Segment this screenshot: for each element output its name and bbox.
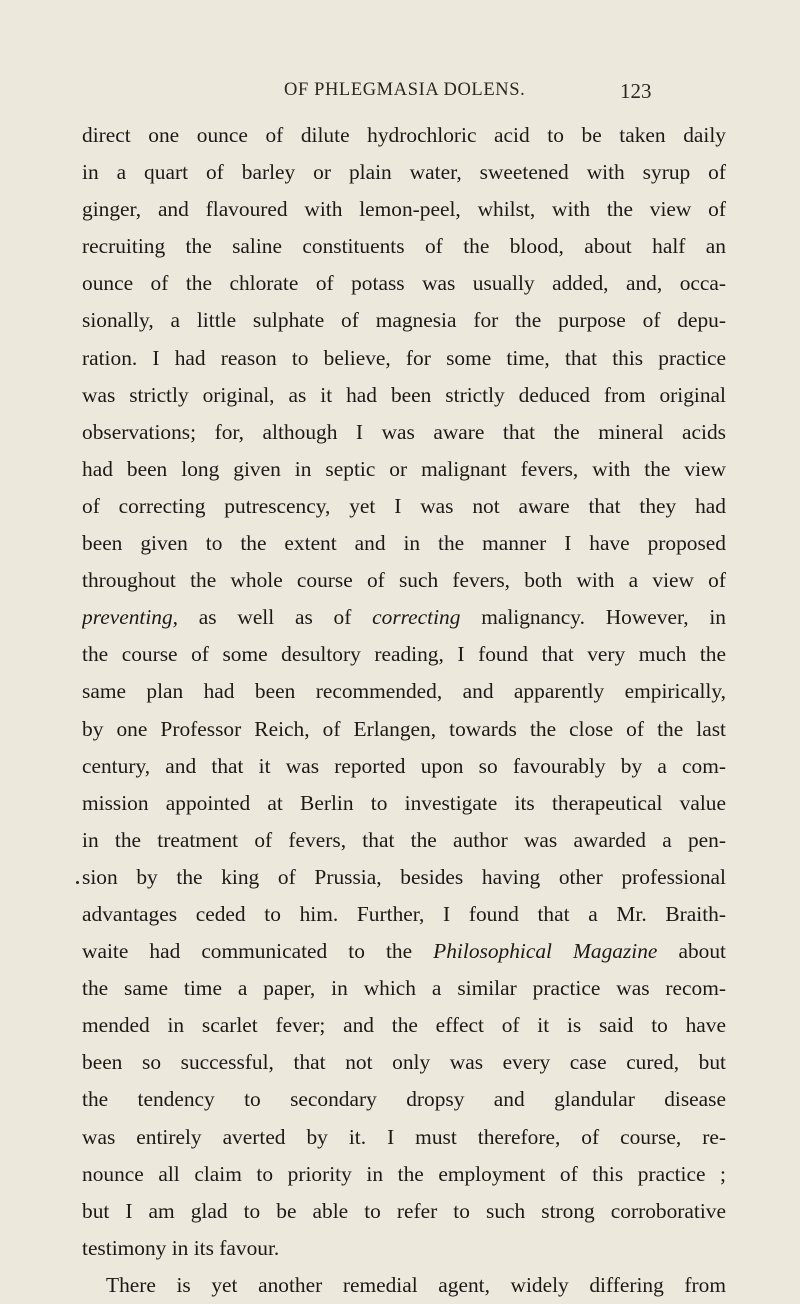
text-line: sion by the king of Prussia, besides having other professional xyxy=(82,864,726,889)
page-number: 123 xyxy=(620,79,652,103)
running-header xyxy=(0,80,800,110)
text-line-italic-title xyxy=(82,933,726,970)
text-line: advantages ceded to him. Further, I found that a Mr. Braith- xyxy=(82,901,726,926)
text-line: ration. I had reason to believe, for some time, that this practice xyxy=(82,345,726,370)
body-text xyxy=(82,117,726,1304)
text-line: ounce of the chlorate of potass was usually added, and, occa- xyxy=(82,271,726,296)
text-line: mission appointed at Berlin to investigate its therapeutical value xyxy=(82,790,726,815)
text-line: been so successful, that not only was every case cured, but xyxy=(82,1050,726,1075)
line-segment: about xyxy=(657,939,726,964)
text-line: by one Professor Reich, of Erlangen, towards the close of the last xyxy=(82,716,726,741)
paragraph-end-line: testimony in its favour. xyxy=(82,1235,280,1260)
text-line: in the treatment of fevers, that the author was awarded a pen- xyxy=(82,827,726,852)
italic-title-philosophical-magazine: Philosophical Magazine xyxy=(433,939,658,964)
text-line: sionally, a little sulphate of magnesia for the purpose of depu- xyxy=(82,308,726,333)
text-line: of correcting putrescency, yet I was not aware that they had xyxy=(82,493,726,518)
text-line: in a quart of barley or plain water, sweetened with syrup of xyxy=(82,160,726,185)
margin-speck xyxy=(76,881,79,884)
text-line: nounce all claim to priority in the employment of this practice ; xyxy=(82,1161,726,1186)
text-line: the tendency to secondary dropsy and glandular disease xyxy=(82,1087,726,1112)
text-line: century, and that it was reported upon so favourably by a com- xyxy=(82,753,726,778)
text-line: mended in scarlet fever; and the effect of it is said to have xyxy=(82,1013,726,1038)
text-line: been given to the extent and in the manner I have proposed xyxy=(82,531,726,556)
text-line: throughout the whole course of such fevers, both with a view of xyxy=(82,568,726,593)
text-line: was entirely averted by it. I must therefore, of course, re- xyxy=(82,1124,726,1149)
text-line: recruiting the saline constituents of the blood, about half an xyxy=(82,234,726,259)
line-segment: malignancy. However, in xyxy=(460,605,726,630)
italic-word-correcting: correcting xyxy=(372,605,461,630)
text-line: but I am glad to be able to refer to such strong corroborative xyxy=(82,1198,726,1223)
text-line-italic-emphasis xyxy=(82,599,726,636)
text-line: was strictly original, as it had been strictly deduced from original xyxy=(82,382,726,407)
running-title: OF PHLEGMASIA DOLENS. xyxy=(284,80,526,100)
text-line: observations; for, although I was aware that the mineral acids xyxy=(82,419,726,444)
text-line: same plan had been recommended, and apparently empirically, xyxy=(82,679,726,704)
text-line: the course of some desultory reading, I found that very much the xyxy=(82,642,726,667)
paragraph-start-line: There is yet another remedial agent, widely differing from xyxy=(106,1272,726,1297)
text-line: direct one ounce of dilute hydrochloric acid to be taken daily xyxy=(82,123,726,147)
text-line: ginger, and flavoured with lemon-peel, whilst, with the view of xyxy=(82,197,726,222)
italic-word-preventing: preventing, xyxy=(82,605,179,630)
text-line: the same time a paper, in which a similar practice was recom- xyxy=(82,976,726,1001)
line-segment: waite had communicated to the xyxy=(82,939,434,964)
text-line: had been long given in septic or malignant fevers, with the view xyxy=(82,456,726,481)
line-segment: as well as of xyxy=(178,605,373,630)
